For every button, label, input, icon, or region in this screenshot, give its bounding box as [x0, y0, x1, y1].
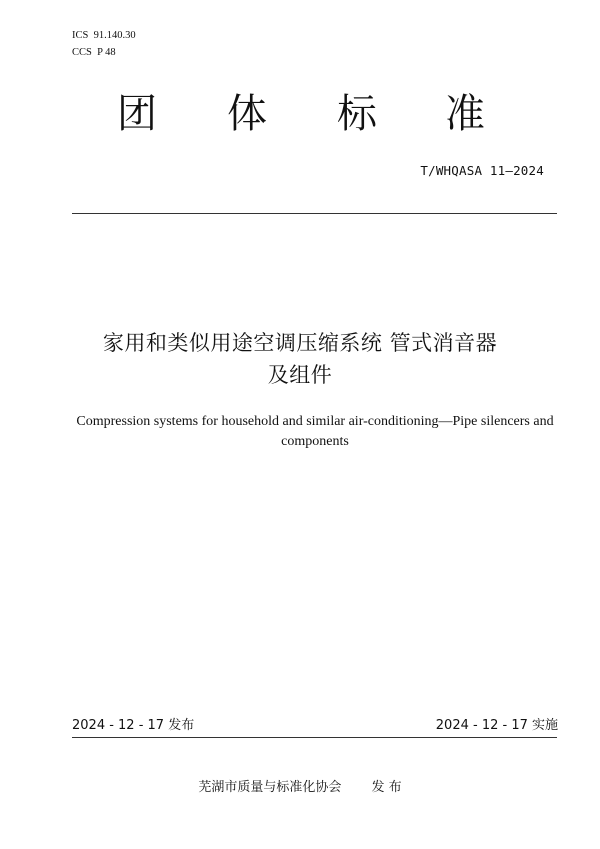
- english-title: Compression systems for household and similar air-conditioning—Pipe silencers and components: [76, 414, 554, 449]
- publisher-line: [0, 776, 600, 795]
- standard-number: T/WHQASA 11—2024: [420, 163, 544, 178]
- footer-divider: [72, 737, 557, 738]
- classification-codes: [72, 27, 136, 61]
- standard-type-char-2: 体: [227, 91, 267, 137]
- publisher-name: 芜湖市质量与标准化协会: [198, 780, 342, 795]
- chinese-title-line-1: 家用和类似用途空调压缩系统 管式消音器: [102, 331, 498, 355]
- publish-action: 发 布: [371, 780, 402, 795]
- standard-type-char-1: 团: [117, 91, 157, 137]
- chinese-title: [40, 327, 560, 391]
- ccs-code: CCS P 48: [72, 47, 116, 58]
- standard-type-char-4: 准: [445, 91, 485, 137]
- issue-date: 2024 - 12 - 17 发布: [72, 718, 195, 733]
- standard-type-heading: [0, 86, 600, 146]
- implementation-date: 2024 - 12 - 17 实施: [435, 718, 558, 733]
- chinese-title-line-2: 及组件: [267, 363, 333, 387]
- header-divider: [72, 213, 557, 214]
- standard-type-char-3: 标: [337, 91, 377, 137]
- ics-code: ICS 91.140.30: [72, 30, 136, 41]
